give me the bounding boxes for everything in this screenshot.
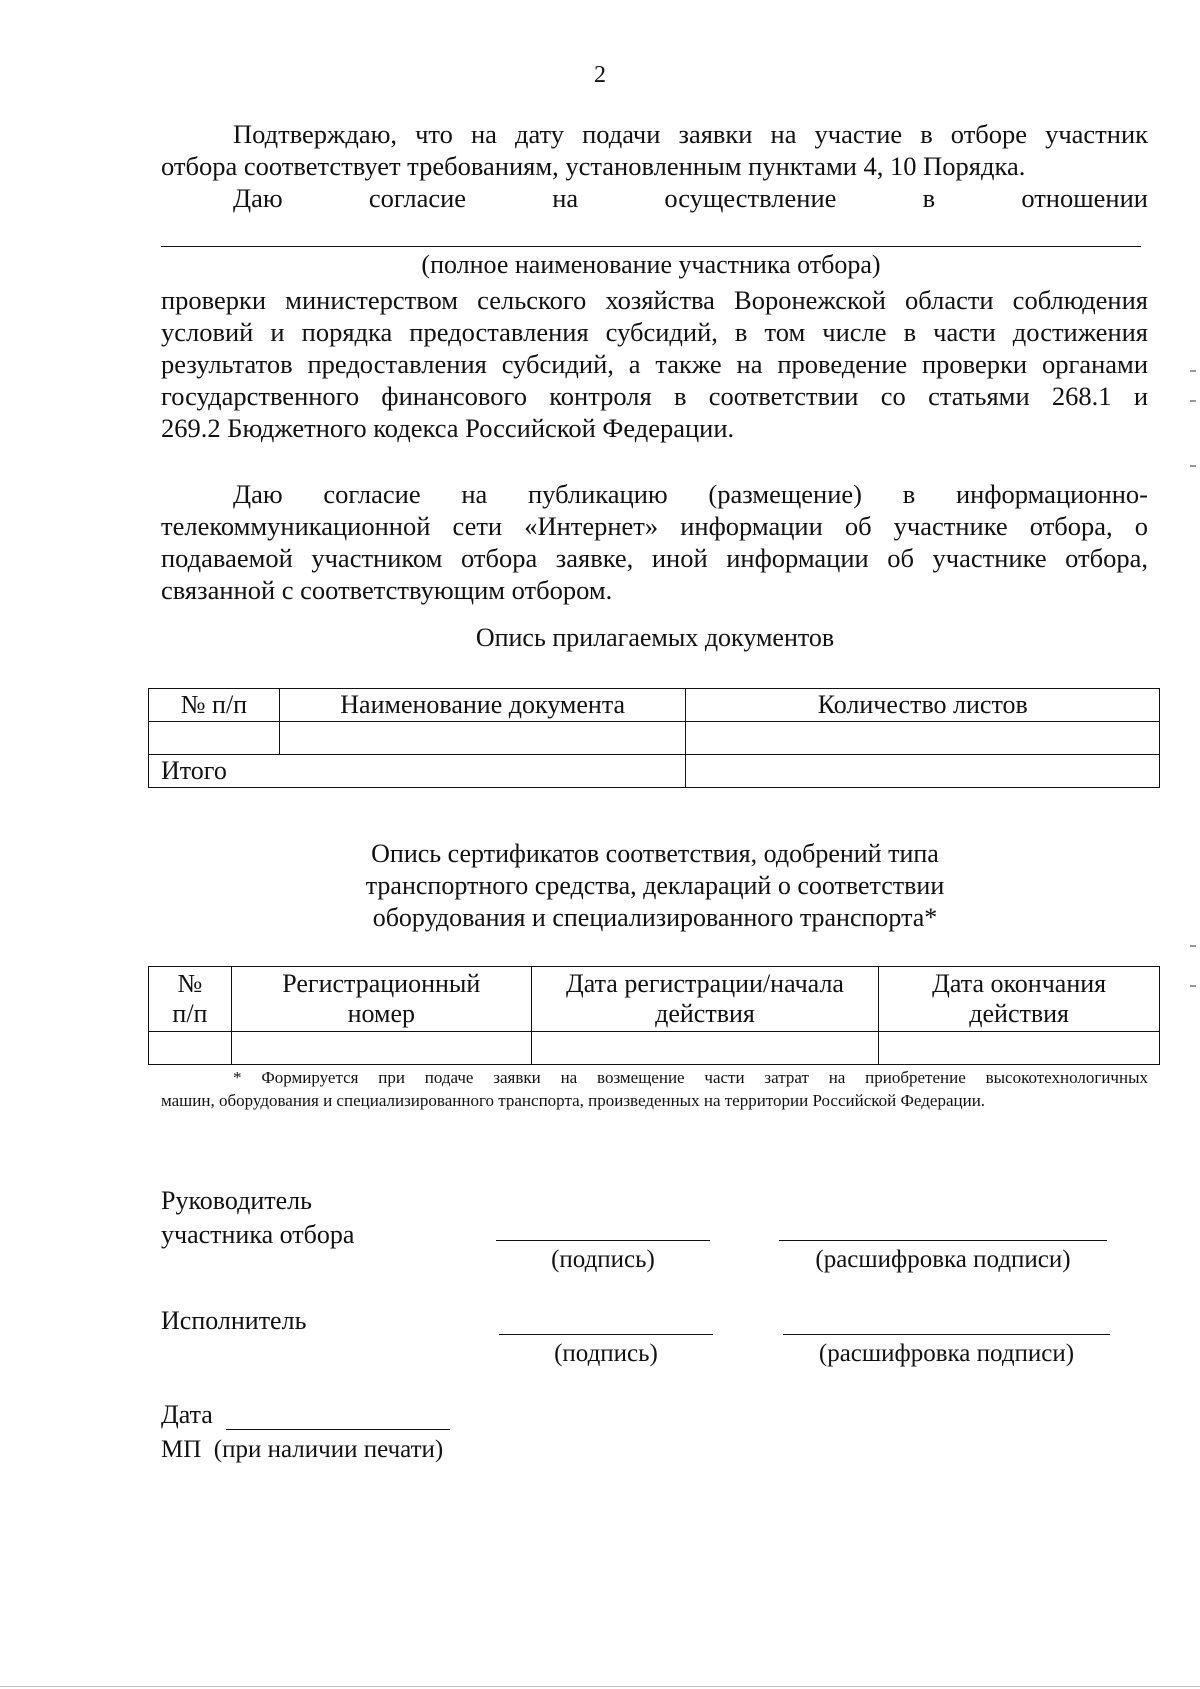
consent-publication-line: связанной с соответствующим отбором. <box>161 575 613 605</box>
table-cell[interactable] <box>149 722 280 755</box>
certificates-table-title <box>0 838 1200 934</box>
page-number: 2 <box>594 62 606 88</box>
column-header-line: действия <box>969 999 1070 1028</box>
head-label <box>161 1184 354 1252</box>
column-header-line: п/п <box>172 999 208 1028</box>
column-header: Наименование документа <box>279 689 686 722</box>
table-cell[interactable] <box>149 1032 232 1065</box>
certificates-title-line: транспортного средства, деклараций о соответствии <box>365 871 945 900</box>
footnote-line: машин, оборудования и специализированного транспорта, произведенных на территории Российской Федерации. <box>161 1091 986 1110</box>
consent-publication-line: телекоммуникационной сети «Интернет» информации об участнике отбора, о <box>161 511 1148 541</box>
consent-word: на <box>552 183 579 213</box>
consent-verification-line: 269.2 Бюджетного кодекса Российской Федерации. <box>161 413 735 443</box>
executor-label: Исполнитель <box>161 1306 307 1335</box>
confirmation-line-1: Подтверждаю, что на дату подачи заявки на участие в отборе участник <box>233 119 1148 149</box>
consent-verification-line: государственного финансового контроля в соответствии со статьями 268.1 и <box>161 381 1148 411</box>
table-row <box>149 722 1160 755</box>
column-header: № п/п <box>149 689 280 722</box>
consent-word: согласие <box>368 183 467 213</box>
head-decoding-line[interactable] <box>779 1240 1107 1241</box>
consent-verification-line: условий и порядка предоставления субсидий, в том числе в части достижения <box>161 317 1148 347</box>
footnote-line: * Формируется при подаче заявки на возмещение части затрат на приобретение высокотехнологичных <box>233 1068 1148 1087</box>
table-total-row <box>149 755 1160 788</box>
date-line[interactable] <box>226 1429 450 1430</box>
table-cell[interactable] <box>279 722 686 755</box>
consent-publication-line: подаваемой участником отбора заявке, иной информации об участнике отбора, <box>161 543 1148 573</box>
consent-verification-line: проверки министерством сельского хозяйства Воронежской области соблюдения <box>161 285 1148 315</box>
documents-table <box>148 688 1160 788</box>
column-header-line: Регистрационный <box>282 969 481 998</box>
table-cell[interactable] <box>231 1032 531 1065</box>
consent-publication-text <box>161 478 1148 606</box>
table-header-row <box>149 689 1160 722</box>
scan-bottom-edge <box>0 1686 1200 1687</box>
date-label: Дата <box>161 1400 213 1429</box>
participant-name-caption: (полное наименование участника отбора) <box>421 250 881 279</box>
head-signature-caption: (подпись) <box>551 1246 655 1273</box>
scan-edge-mark <box>1190 945 1196 947</box>
column-header-line: Дата регистрации/начала <box>566 969 844 998</box>
total-label: Итого <box>149 755 686 788</box>
head-label-line: Руководитель <box>161 1186 312 1215</box>
executor-decoding-line[interactable] <box>783 1334 1110 1335</box>
consent-word: в <box>922 183 936 213</box>
participant-name-line <box>161 246 1141 247</box>
executor-signature-line[interactable] <box>499 1334 713 1335</box>
column-header <box>149 967 232 1032</box>
certificates-table <box>148 966 1160 1065</box>
column-header <box>879 967 1160 1032</box>
table-row <box>149 1032 1160 1065</box>
table-header-row <box>149 967 1160 1032</box>
column-header-line: № <box>177 969 203 998</box>
confirmation-line-2: отбора соответствует требованиям, установленным пунктами 4, 10 Порядка. <box>161 151 1026 181</box>
scan-edge-mark <box>1190 985 1196 987</box>
table-cell[interactable] <box>531 1032 879 1065</box>
consent-verification-line: результатов предоставления субсидий, а также на проведение проверки органами <box>161 349 1148 379</box>
consent-word: Даю <box>233 183 283 213</box>
column-header-line: Дата окончания <box>932 969 1107 998</box>
column-header-line: номер <box>347 999 415 1028</box>
head-decoding-caption: (расшифровка подписи) <box>815 1246 1071 1273</box>
confirmation-paragraph <box>161 118 1148 182</box>
table-cell[interactable] <box>879 1032 1160 1065</box>
scan-edge-mark <box>1190 400 1196 402</box>
certificates-title-line: оборудования и специализированного транспорта* <box>372 903 938 932</box>
column-header: Количество листов <box>686 689 1160 722</box>
footnote <box>161 1066 1148 1112</box>
consent-verification-text <box>161 284 1148 444</box>
executor-signature-caption: (подпись) <box>554 1340 658 1367</box>
executor-decoding-caption: (расшифровка подписи) <box>818 1340 1075 1367</box>
certificates-title-line: Опись сертификатов соответствия, одобрений типа <box>371 839 939 868</box>
scan-edge-mark <box>1190 370 1196 372</box>
stamp-label: МП (при наличии печати) <box>161 1436 444 1463</box>
table-cell[interactable] <box>686 722 1160 755</box>
total-value-cell[interactable] <box>686 755 1160 788</box>
column-header <box>531 967 879 1032</box>
consent-publication-line: Даю согласие на публикацию (размещение) в информационно- <box>233 479 1148 509</box>
head-label-line: участника отбора <box>161 1220 355 1249</box>
documents-table-title: Опись прилагаемых документов <box>475 623 835 652</box>
consent-word: отношении <box>1021 183 1148 213</box>
head-signature-line[interactable] <box>496 1240 710 1241</box>
consent-verification-intro <box>161 182 1148 214</box>
column-header-line: действия <box>655 999 755 1028</box>
scan-edge-mark <box>1190 465 1196 467</box>
consent-word: осуществление <box>664 183 837 213</box>
column-header <box>231 967 531 1032</box>
